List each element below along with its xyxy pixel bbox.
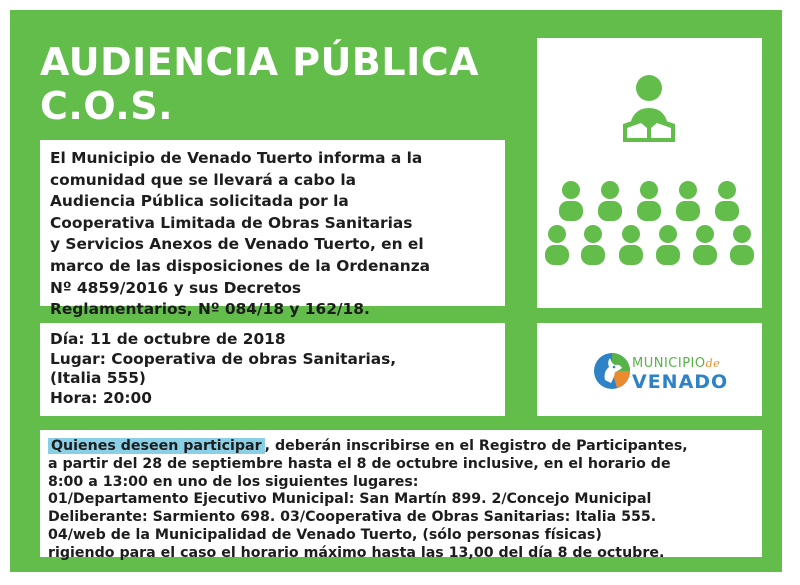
info-line-rest: , deberán inscribirse en el Registro de Participantes, <box>264 438 688 454</box>
audience-icon <box>537 38 762 308</box>
poster-background <box>10 10 782 572</box>
title-line-2: C.O.S. <box>40 84 174 128</box>
info-line: rigiendo para el caso el horario máximo hasta las 13,00 del día 8 de octubre. <box>48 544 665 561</box>
intro-line: Nº 4859/2016 y sus Decretos <box>50 278 302 297</box>
municipality-logo-box <box>537 323 762 416</box>
intro-line: Reglamentarios, Nº 084/18 y 162/18. <box>50 300 370 319</box>
info-line: 04/web de la Municipalidad de Venado Tuerto, (sólo personas físicas) <box>48 526 602 543</box>
info-line: 8:00 a 13:00 en uno de los siguientes lugares: <box>48 473 419 490</box>
logo-word-municipio: MUNICIPIO <box>632 356 706 371</box>
intro-line: y Servicios Anexos de Venado Tuerto, en el <box>50 235 424 254</box>
intro-line: comunidad que se llevará a cabo la <box>50 170 357 189</box>
event-place-address: (Italia 555) <box>50 369 146 387</box>
info-line <box>48 438 756 456</box>
speaker-at-lectern-icon <box>623 75 675 142</box>
intro-line: El Municipio de Venado Tuerto informa a la <box>50 149 423 167</box>
page-title <box>40 40 479 128</box>
illustration-box <box>537 38 762 308</box>
title-line-1: AUDIENCIA PÚBLICA <box>40 40 480 84</box>
intro-line: marco de las disposiciones de la Ordenanza <box>50 256 431 275</box>
intro-line: Cooperativa Limitada de Obras Sanitarias <box>50 213 413 232</box>
registration-info-box <box>40 430 762 561</box>
intro-line: Audiencia Pública solicitada por la <box>50 192 349 211</box>
logo-wordmark-bottom: VENADO <box>632 371 729 393</box>
intro-box <box>40 140 505 319</box>
intro-text <box>50 148 499 321</box>
event-place: Lugar: Cooperativa de obras Sanitarias, <box>50 349 397 368</box>
audience-row-2 <box>545 225 754 265</box>
logo-wordmark-top <box>632 356 720 371</box>
info-line: a partir del 28 de septiembre hasta el 8 de octubre inclusive, en el horario de <box>48 455 671 472</box>
event-details-text <box>50 330 499 408</box>
info-line: Deliberante: Sarmiento 698. 03/Cooperativa de Obras Sanitarias: Italia 555. <box>48 509 657 526</box>
logo-word-de: de <box>705 357 721 370</box>
info-line: 01/Departamento Ejecutivo Municipal: San Martín 899. 2/Concejo Municipal <box>48 491 652 508</box>
registration-info-text <box>48 438 756 563</box>
deer-logo-icon <box>593 352 631 390</box>
audience-row-1 <box>559 181 739 221</box>
highlighted-phrase: Quienes deseen participar <box>48 438 265 454</box>
event-details-box <box>40 323 505 416</box>
event-day: Día: 11 de octubre de 2018 <box>50 330 286 348</box>
event-time: Hora: 20:00 <box>50 388 152 407</box>
